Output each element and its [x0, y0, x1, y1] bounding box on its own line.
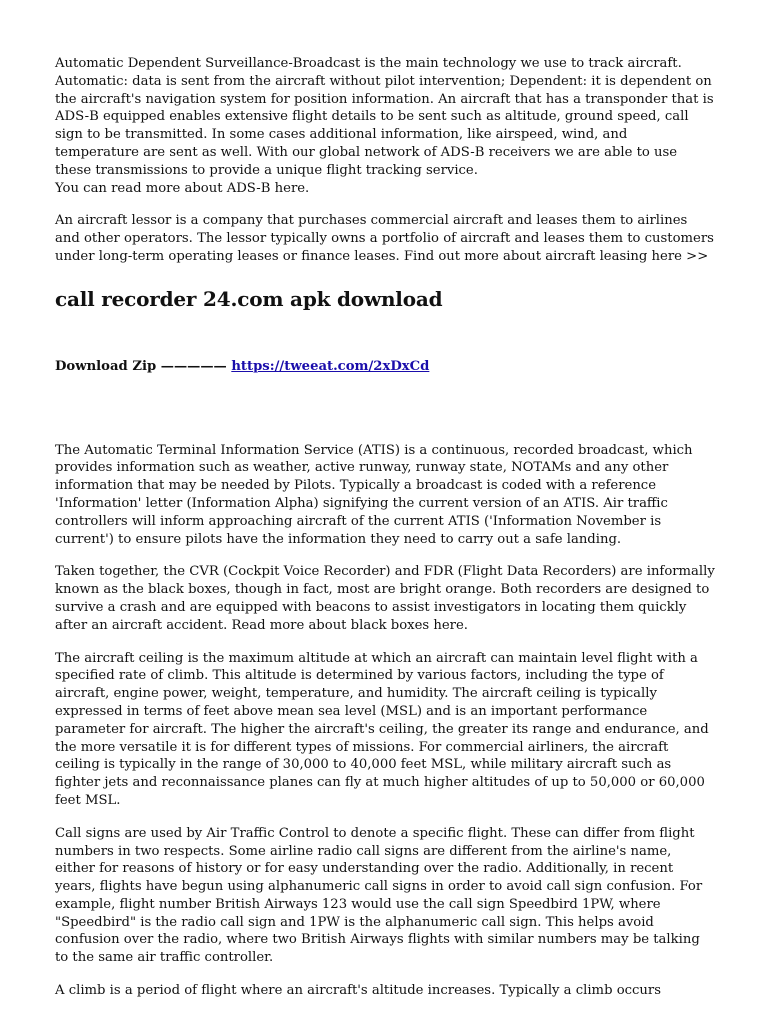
ads-b-paragraph: Automatic Dependent Surveillance-Broadcast is the main technology we use to track aircraft. Automatic: data is sent from the aircraft without pilot intervention; Dependent: it is dependent on the aircraft's navigation system for position information. An aircraft that has a transponder that is ADS-B equipped enables extensive flight details to be sent such as altitude, ground speed, call sign to be transmitted. In some cases additional information, like airspeed, wind, and temperature are sent as well. With our global network of ADS-B receivers we are able to use these transmissions to provide a unique flight tracking service. [55, 56, 714, 178]
lessor-paragraph: An aircraft lessor is a company that purchases commercial aircraft and leases them to airlines and other operators. The lessor typically owns a portfolio of aircraft and leases them to customers under long-term operating leases or finance leases. Find out more about aircraft leasing here >> [55, 213, 714, 264]
document-page [55, 55, 715, 1000]
download-link[interactable]: https://tweeat.com/2xDxCd [231, 358, 430, 374]
climb-paragraph: A climb is a period of flight where an aircraft's altitude increases. Typically a climb occurs [55, 983, 661, 999]
aircraft-ceiling-paragraph: The aircraft ceiling is the maximum altitude at which an aircraft can maintain level flight with a specified rate of climb. This altitude is determined by various factors, including the type of aircraft, engine power, weight, temperature, and humidity. The aircraft ceiling is typically expressed in terms of feet above mean sea level (MSL) and is an important performance parameter for aircraft. The higher the aircraft's ceiling, the greater its range and endurance, and the more versatile it is for different types of missions. For commercial airliners, the aircraft ceiling is typically in the range of 30,000 to 40,000 feet MSL, while military aircraft such as fighter jets and reconnaissance planes can fly at much higher altitudes of up to 50,000 or 60,000 feet MSL. [55, 650, 709, 808]
download-line [55, 358, 715, 376]
black-boxes-paragraph: Taken together, the CVR (Cockpit Voice Recorder) and FDR (Flight Data Recorders) are informally known as the black boxes, though in fact, most are bright orange. Both recorders are designed to survive a crash and are equipped with beacons to assist investigators in locating them quickly after an aircraft accident. Read more about black boxes here. [55, 564, 715, 633]
ads-b-more-line: You can read more about ADS-B here. [55, 180, 310, 196]
ads-b-section [55, 55, 715, 197]
call-signs-paragraph: Call signs are used by Air Traffic Control to denote a specific flight. These can differ from flight numbers in two respects. Some airline radio call signs are different from the airline's name, either for reasons of history or for easy understanding over the radio. Additionally, in recent years, flights have begun using alphanumeric call signs in order to avoid call sign confusion. For example, flight number British Airways 123 would use the call sign Speedbird 1PW, where "Speedbird" is the radio call sign and 1PW is the alphanumeric call sign. This helps avoid confusion over the radio, where two British Airways flights with similar numbers may be talking to the same air traffic controller. [55, 825, 703, 966]
download-label: Download Zip ————— [55, 358, 232, 374]
atis-paragraph: The Automatic Terminal Information Service (ATIS) is a continuous, recorded broadcast, which provides information such as weather, active runway, runway state, NOTAMs and any other information that may be needed by Pilots. Typically a broadcast is coded with a reference 'Information' letter (Information Alpha) signifying the current version of an ATIS. Air traffic controllers will inform approaching aircraft of the current ATIS ('Information November is current') to ensure pilots have the information they need to carry out a safe landing. [55, 442, 693, 547]
article-body [55, 442, 715, 1000]
page-title: call recorder 24.com apk download [55, 286, 443, 311]
